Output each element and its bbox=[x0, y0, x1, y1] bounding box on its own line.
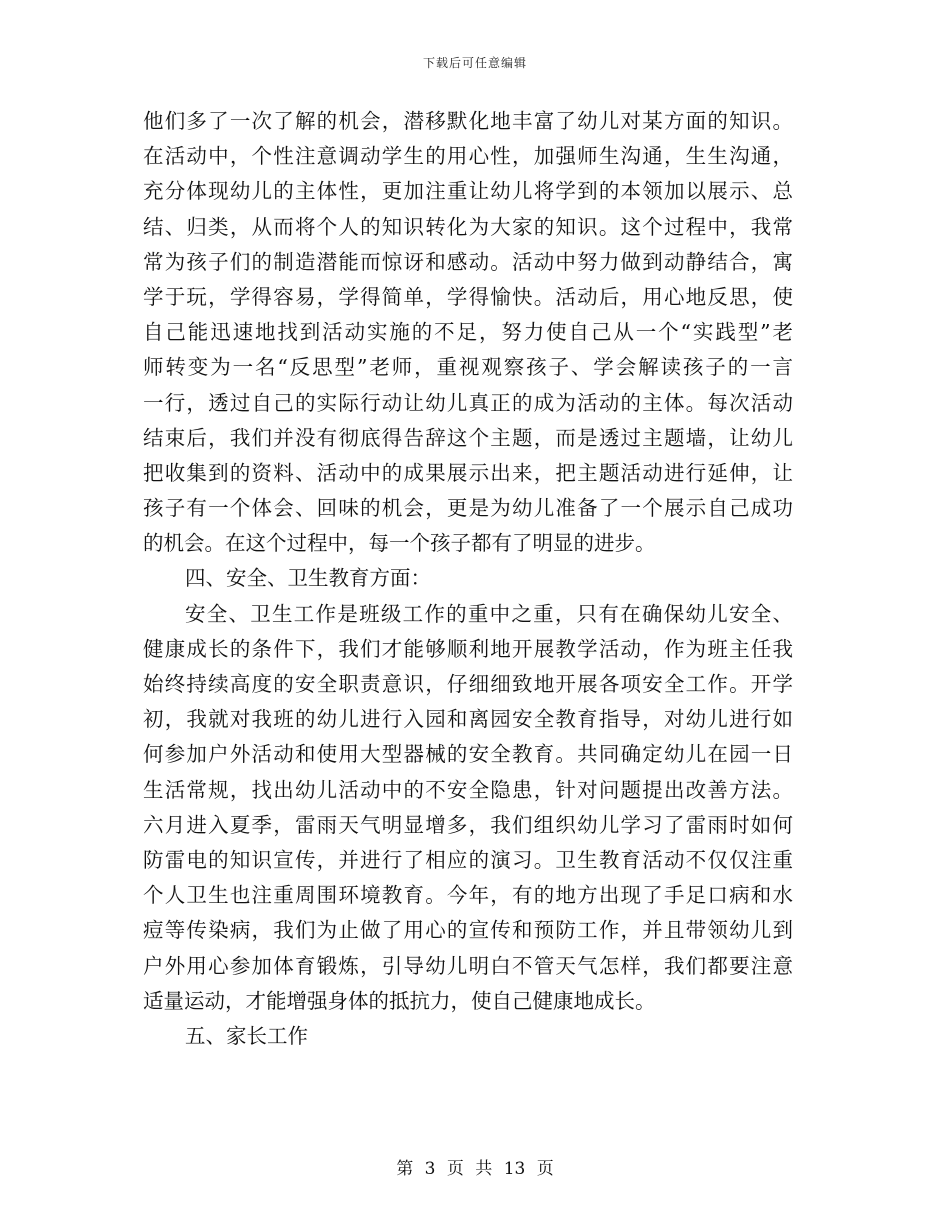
document-body bbox=[143, 104, 793, 1054]
text-line: 充分体现幼儿的主体性，更加注重让幼儿将学到的本领加以展示、总 bbox=[143, 179, 793, 204]
text-line: 在活动中，个性注意调动学生的用心性，加强师生沟通，生生沟通， bbox=[143, 144, 793, 169]
text-line: 初，我就对我班的幼儿进行入园和离园安全教育指导，对幼儿进行如 bbox=[143, 707, 793, 732]
text-line: 常为孩子们的制造潜能而惊讶和感动。活动中努力做到动静结合，寓 bbox=[143, 249, 793, 274]
text-line: 适量运动，才能增强身体的抵抗力，使自己健康地成长。 bbox=[143, 988, 656, 1013]
text-line: 户外用心参加体育锻炼，引导幼儿明白不管天气怎样，我们都要注意 bbox=[143, 953, 793, 978]
section-heading-safety: 四、安全、卫生教育方面： bbox=[185, 566, 431, 591]
text-line: 结束后，我们并没有彻底得告辞这个主题，而是透过主题墙，让幼儿 bbox=[143, 425, 793, 450]
text-line: 自己能迅速地找到活动实施的不足，努力使自己从一个“实践型”老 bbox=[143, 320, 793, 345]
text-line: 六月进入夏季，雷雨天气明显增多，我们组织幼儿学习了雷雨时如何 bbox=[143, 812, 793, 837]
text-line: 的机会。在这个过程中，每一个孩子都有了明显的进步。 bbox=[143, 531, 656, 556]
text-line: 个人卫生也注重周围环境教育。今年，有的地方出现了手足口病和水 bbox=[143, 883, 793, 908]
section-heading-parents: 五、家长工作 bbox=[185, 1023, 308, 1048]
text-line: 他们多了一次了解的机会，潜移默化地丰富了幼儿对某方面的知识。 bbox=[143, 109, 793, 133]
text-line: 安全、卫生工作是班级工作的重中之重，只有在确保幼儿安全、 bbox=[185, 601, 793, 626]
text-line: 把收集到的资料、活动中的成果展示出来，把主题活动进行延伸，让 bbox=[143, 460, 793, 485]
text-line: 健康成长的条件下，我们才能够顺利地开展教学活动，作为班主任我 bbox=[143, 636, 793, 661]
text-line: 始终持续高度的安全职责意识，仔细细致地开展各项安全工作。开学 bbox=[143, 672, 793, 696]
text-line: 一行，透过自己的实际行动让幼儿真正的成为活动的主体。每次活动 bbox=[143, 390, 793, 415]
text-line: 何参加户外活动和使用大型器械的安全教育。共同确定幼儿在园一日 bbox=[143, 742, 793, 767]
page-number-footer: 第 3 页 共 13 页 bbox=[396, 1159, 554, 1179]
text-line: 结、归类，从而将个人的知识转化为大家的知识。这个过程中，我常 bbox=[143, 214, 793, 239]
text-line: 师转变为一名“反思型”老师，重视观察孩子、学会解读孩子的一言 bbox=[143, 355, 793, 380]
text-line: 学于玩，学得容易，学得简单，学得愉快。活动后，用心地反思，使 bbox=[143, 284, 793, 309]
paragraph-activities bbox=[143, 104, 793, 561]
text-line: 孩子有一个体会、回味的机会，更是为幼儿准备了一个展示自己成功 bbox=[143, 496, 793, 521]
page-header: 下载后可任意编辑 bbox=[422, 56, 527, 70]
paragraph-safety bbox=[143, 597, 793, 1019]
text-line: 痘等传染病，我们为止做了用心的宣传和预防工作，并且带领幼儿到 bbox=[143, 918, 793, 943]
text-line: 生活常规，找出幼儿活动中的不安全隐患，针对问题提出改善方法。 bbox=[143, 777, 793, 802]
text-line: 防雷电的知识宣传，并进行了相应的演习。卫生教育活动不仅仅注重 bbox=[143, 847, 793, 872]
